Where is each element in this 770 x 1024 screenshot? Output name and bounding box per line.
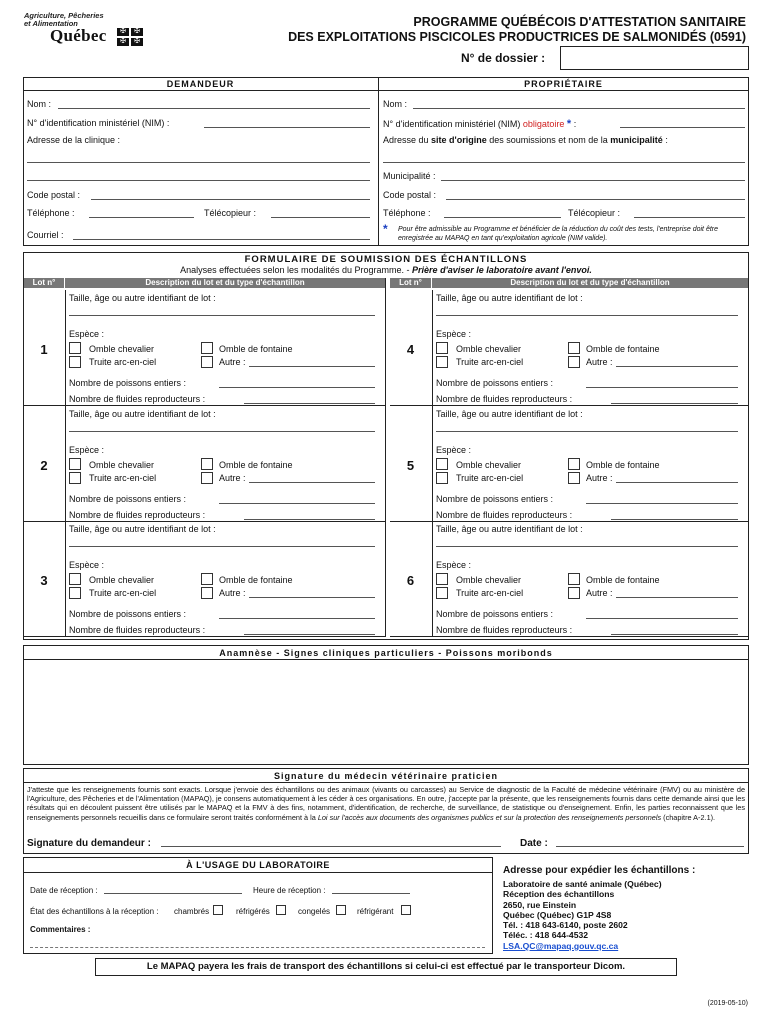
- autre-checkbox[interactable]: [568, 356, 580, 368]
- truite-label: Truite arc-en-ciel: [456, 588, 524, 598]
- demandeur-nim-label: N° d'identification ministériel (NIM) :: [27, 118, 170, 128]
- demandeur-telecopieur-label: Télécopieur :: [204, 208, 257, 218]
- demandeur-nom-field[interactable]: [58, 99, 370, 109]
- lot-number: 1: [40, 342, 48, 357]
- nb-fluides-label: Nombre de fluides reproducteurs :: [436, 510, 573, 520]
- proprietaire-title: PROPRIÉTAIRE: [524, 79, 603, 89]
- adresse-line: Laboratoire de santé animale (Québec): [503, 879, 662, 889]
- autre-field[interactable]: [249, 473, 375, 483]
- omble-fontaine-checkbox[interactable]: [201, 458, 213, 470]
- date-reception-field[interactable]: [104, 884, 242, 894]
- demandeur-nom-label: Nom :: [27, 99, 52, 109]
- subtitle-text: Analyses effectuées selon les modalités du Programme. -: [180, 265, 410, 275]
- omble-chevalier-label: Omble chevalier: [89, 344, 155, 354]
- congeles-checkbox[interactable]: [336, 905, 346, 915]
- anamnese-textarea[interactable]: [25, 661, 747, 763]
- taille-field[interactable]: [69, 422, 375, 432]
- omble-fontaine-label: Omble de fontaine: [219, 460, 293, 470]
- col-desc-left: Description du lot et du type d'échantillon: [65, 278, 385, 288]
- congeles-label: congelés: [298, 907, 331, 916]
- autre-checkbox[interactable]: [201, 472, 213, 484]
- lot-number: 5: [406, 458, 415, 473]
- demandeur-title: DEMANDEUR: [166, 79, 235, 89]
- demandeur-clinique-label: Adresse de la clinique :: [27, 135, 121, 145]
- omble-chevalier-checkbox[interactable]: [436, 342, 448, 354]
- proprietaire-nom-field[interactable]: [413, 99, 745, 109]
- nb-fluides-field[interactable]: [611, 510, 738, 520]
- omble-fontaine-label: Omble de fontaine: [586, 344, 660, 354]
- omble-fontaine-label: Omble de fontaine: [219, 575, 293, 585]
- nb-fluides-field[interactable]: [244, 625, 375, 635]
- logo-ministry-line2: et Alimentation: [24, 19, 78, 28]
- taille-label: Taille, âge ou autre identifiant de lot :: [436, 409, 583, 419]
- adresse-text-b: site d'origine: [431, 135, 487, 145]
- truite-checkbox[interactable]: [436, 472, 448, 484]
- logo-ministry-line1: Agriculture, Pêcheries: [24, 11, 104, 20]
- truite-label: Truite arc-en-ciel: [456, 473, 524, 483]
- nb-fluides-field[interactable]: [244, 394, 375, 404]
- attestation-law-title: Loi sur l'accès aux documents des organismes publics et sur la protection des renseignements personnels: [317, 812, 662, 822]
- proprietaire-nom-label: Nom :: [383, 99, 408, 109]
- proprietaire-adresse-field[interactable]: [383, 153, 745, 163]
- autre-label: Autre :: [219, 588, 246, 598]
- adresse-line: Réception des échantillons: [503, 889, 615, 900]
- refrigerant-label: réfrigérant: [357, 907, 394, 916]
- form-title-line1: PROGRAMME QUÉBÉCOIS D'ATTESTATION SANITAIRE: [413, 15, 746, 29]
- refrigeres-label: réfrigérés: [236, 907, 270, 916]
- truite-label: Truite arc-en-ciel: [456, 357, 524, 367]
- demandeur-telephone-field[interactable]: [89, 208, 194, 218]
- proprietaire-adresse-label: [383, 135, 668, 145]
- truite-checkbox[interactable]: [436, 356, 448, 368]
- truite-checkbox[interactable]: [436, 587, 448, 599]
- date-field[interactable]: [556, 837, 744, 847]
- etat-echantillons-label: État des échantillons à la réception :: [30, 907, 159, 916]
- note-asterisk-icon: *: [383, 222, 388, 236]
- chambres-checkbox[interactable]: [213, 905, 223, 915]
- omble-chevalier-checkbox[interactable]: [69, 573, 81, 585]
- nb-fluides-label: Nombre de fluides reproducteurs :: [69, 625, 206, 635]
- taille-field[interactable]: [436, 537, 738, 547]
- obligatoire-label: obligatoire: [522, 119, 565, 129]
- espece-label: Espèce :: [69, 445, 105, 455]
- lot-number: 4: [406, 342, 415, 357]
- fleur-de-lis-icon: ✠: [117, 28, 129, 36]
- signature-demandeur-field[interactable]: [161, 837, 501, 847]
- adresse-lines: [503, 879, 662, 941]
- mapaq-logo: [24, 12, 154, 46]
- nb-poissons-field[interactable]: [219, 494, 375, 504]
- nb-fluides-field[interactable]: [244, 510, 375, 520]
- autre-label: Autre :: [219, 357, 246, 367]
- fleur-de-lis-icon: ✠: [117, 38, 129, 46]
- nb-fluides-label: Nombre de fluides reproducteurs :: [69, 394, 206, 404]
- commentaires-label: Commentaires :: [30, 925, 91, 934]
- form-version: (2019-05-10): [707, 1000, 748, 1007]
- demandeur-nim-field[interactable]: [204, 118, 370, 128]
- omble-chevalier-checkbox[interactable]: [69, 458, 81, 470]
- subtitle-bold-text: Prière d'aviser le laboratoire avant l'envoi.: [412, 265, 592, 275]
- proprietaire-code-postal-field[interactable]: [446, 190, 745, 200]
- lot-number: 3: [40, 573, 48, 588]
- adresse-line: Québec (Québec) G1P 4S8: [503, 909, 612, 920]
- truite-label: Truite arc-en-ciel: [89, 588, 157, 598]
- taille-field[interactable]: [69, 306, 375, 316]
- dossier-label: N° de dossier :: [461, 51, 546, 65]
- form-title-line2: DES EXPLOITATIONS PISCICOLES PRODUCTRICES DE SALMONIDÉS (0591): [288, 30, 746, 44]
- nb-poissons-field[interactable]: [586, 378, 738, 388]
- demandeur-telephone-label: Téléphone :: [27, 208, 75, 218]
- nb-poissons-field[interactable]: [219, 378, 375, 388]
- nb-poissons-label: Nombre de poissons entiers :: [436, 494, 554, 504]
- nb-poissons-field[interactable]: [219, 609, 375, 619]
- omble-fontaine-checkbox[interactable]: [568, 342, 580, 354]
- truite-label: Truite arc-en-ciel: [89, 357, 157, 367]
- autre-checkbox[interactable]: [568, 587, 580, 599]
- espece-label: Espèce :: [69, 560, 105, 570]
- attestation-text-1: J'atteste que les renseignements fournis sont exacts. Lorsque j'envoie des échantillons ou des animaux (vivants ou carcasses) au Service de diagnostic de la Faculté de médecine vétérinaire (FMV) ou au ministère de l'Agriculture, des Pêcheries et de l'Alimentation (MAPAQ), je consens automatiquement à les céder à ces organisations. En outre, j'accepte par la présente, que les renseignements fournis dans cette demande ainsi que les résultats qui en découlent puissent être utilisés par le MAPAQ et la FMV à des fins, notamment, d'identification, de recherche, de surveillance, de statistique ou d'enseignement. Enfin, les parties reconnaissent que les renseignements personnels recueillis dans ce formulaire seront traités conformément à la: [27, 785, 745, 822]
- form-title: [186, 15, 746, 45]
- nb-fluides-label: Nombre de fluides reproducteurs :: [436, 394, 573, 404]
- omble-chevalier-label: Omble chevalier: [89, 575, 155, 585]
- omble-chevalier-label: Omble chevalier: [456, 460, 522, 470]
- autre-field[interactable]: [616, 588, 738, 598]
- espece-label: Espèce :: [436, 329, 472, 339]
- omble-chevalier-checkbox[interactable]: [436, 573, 448, 585]
- chambres-label: chambrés: [174, 907, 210, 916]
- truite-checkbox[interactable]: [69, 472, 81, 484]
- formulaire-title: FORMULAIRE DE SOUMISSION DES ÉCHANTILLONS: [244, 254, 528, 265]
- adresse-line: Téléc. : 418 644-4532: [503, 930, 589, 941]
- proprietaire-telecopieur-label: Télécopieur :: [568, 208, 621, 218]
- transport-notice: [95, 958, 677, 976]
- espece-label: Espèce :: [436, 445, 472, 455]
- omble-fontaine-checkbox[interactable]: [568, 458, 580, 470]
- nb-poissons-label: Nombre de poissons entiers :: [69, 378, 187, 388]
- heure-reception-label: Heure de réception :: [253, 886, 326, 895]
- signature-title: Signature du médecin vétérinaire praticien: [273, 771, 499, 781]
- taille-field[interactable]: [436, 422, 738, 432]
- adresse-line: Tél. : 418 643-6140, poste 2602: [503, 920, 628, 931]
- autre-field[interactable]: [616, 357, 738, 367]
- nb-poissons-label: Nombre de poissons entiers :: [436, 609, 554, 619]
- omble-chevalier-checkbox[interactable]: [69, 342, 81, 354]
- omble-chevalier-checkbox[interactable]: [436, 458, 448, 470]
- autre-label: Autre :: [586, 357, 613, 367]
- proprietaire-nim-text: N° d'identification ministériel (NIM): [383, 119, 521, 129]
- nb-fluides-label: Nombre de fluides reproducteurs :: [69, 510, 206, 520]
- lot-number: 6: [406, 573, 415, 588]
- nb-fluides-field[interactable]: [611, 394, 738, 404]
- proprietaire-municipalite-field[interactable]: [441, 171, 745, 181]
- nb-fluides-label: Nombre de fluides reproducteurs :: [436, 625, 573, 635]
- heure-reception-field[interactable]: [332, 884, 410, 894]
- nb-poissons-field[interactable]: [586, 494, 738, 504]
- omble-chevalier-label: Omble chevalier: [456, 344, 522, 354]
- proprietaire-municipalite-label: Municipalité :: [383, 171, 436, 181]
- col-lot-left: Lot n°: [24, 278, 64, 288]
- attestation-text-2: (chapitre A-2.1).: [663, 812, 716, 822]
- signature-attestation-text: [27, 785, 745, 822]
- adresse-line: 2650, rue Einstein: [503, 899, 577, 910]
- taille-field[interactable]: [436, 306, 738, 316]
- demandeur-code-postal-label: Code postal :: [27, 190, 81, 200]
- nb-poissons-label: Nombre de poissons entiers :: [69, 609, 187, 619]
- laboratoire-title: À L'USAGE DU LABORATOIRE: [186, 860, 330, 870]
- omble-fontaine-label: Omble de fontaine: [586, 575, 660, 585]
- taille-field[interactable]: [69, 537, 375, 547]
- autre-field[interactable]: [249, 357, 375, 367]
- date-label: Date :: [520, 838, 548, 849]
- omble-fontaine-checkbox[interactable]: [201, 573, 213, 585]
- autre-label: Autre :: [219, 473, 246, 483]
- autre-field[interactable]: [616, 473, 738, 483]
- lot-number: 2: [40, 458, 48, 473]
- nb-poissons-label: Nombre de poissons entiers :: [69, 494, 187, 504]
- nb-fluides-field[interactable]: [611, 625, 738, 635]
- proprietaire-code-postal-label: Code postal :: [383, 190, 437, 200]
- taille-label: Taille, âge ou autre identifiant de lot :: [436, 293, 583, 303]
- col-desc-right: Description du lot et du type d'échantillon: [432, 278, 748, 288]
- truite-label: Truite arc-en-ciel: [89, 473, 157, 483]
- adresse-text-e: :: [665, 135, 668, 145]
- nim-eligibility-note: Pour être admissible au Programme et bénéficier de la réduction du coût des tests, l'entreprise doit être enregistrée au MAPAQ en tant qu'exploitation agricole (NIM valide).: [398, 226, 719, 242]
- omble-fontaine-label: Omble de fontaine: [219, 344, 293, 354]
- omble-fontaine-checkbox[interactable]: [568, 573, 580, 585]
- truite-checkbox[interactable]: [69, 356, 81, 368]
- fleurdelise-flag-icon: [117, 28, 143, 46]
- refrigerant-checkbox[interactable]: [401, 905, 411, 915]
- autre-field[interactable]: [249, 588, 375, 598]
- proprietaire-telecopieur-field[interactable]: [634, 208, 745, 218]
- proprietaire-nim-label: N° d'identification ministériel (NIM) obligatoire * :: [383, 118, 577, 130]
- refrigeres-checkbox[interactable]: [276, 905, 286, 915]
- fleur-de-lis-icon: ✠: [131, 28, 143, 36]
- autre-checkbox[interactable]: [201, 587, 213, 599]
- transport-notice-text: Le MAPAQ payera les frais de transport des échantillons si celui-ci est effectué par le transporteur Dicom.: [146, 961, 626, 972]
- proprietaire-telephone-label: Téléphone :: [383, 208, 431, 218]
- demandeur-clinique-field-1[interactable]: [27, 153, 370, 163]
- espece-label: Espèce :: [436, 560, 472, 570]
- omble-chevalier-label: Omble chevalier: [456, 575, 522, 585]
- date-reception-label: Date de réception :: [30, 886, 98, 895]
- omble-fontaine-label: Omble de fontaine: [586, 460, 660, 470]
- adresse-text-c: des soumissions et nom de la: [489, 135, 608, 145]
- taille-label: Taille, âge ou autre identifiant de lot :: [69, 409, 216, 419]
- formulaire-subtitle: [23, 265, 749, 275]
- demandeur-clinique-field-2[interactable]: [27, 171, 370, 181]
- autre-label: Autre :: [586, 473, 613, 483]
- adresse-text-a: Adresse du: [383, 135, 429, 145]
- anamnese-title: Anamnèse - Signes cliniques particuliers - Poissons moribonds: [219, 648, 553, 658]
- demandeur-courriel-field[interactable]: [73, 230, 370, 240]
- demandeur-courriel-label: Courriel :: [27, 230, 64, 240]
- proprietaire-telephone-field[interactable]: [444, 208, 561, 218]
- taille-label: Taille, âge ou autre identifiant de lot :: [69, 293, 216, 303]
- autre-checkbox[interactable]: [568, 472, 580, 484]
- espece-label: Espèce :: [69, 329, 105, 339]
- omble-chevalier-label: Omble chevalier: [89, 460, 155, 470]
- col-lot-right: Lot n°: [390, 278, 431, 288]
- nb-poissons-field[interactable]: [586, 609, 738, 619]
- nb-poissons-label: Nombre de poissons entiers :: [436, 378, 554, 388]
- taille-label: Taille, âge ou autre identifiant de lot :: [69, 524, 216, 534]
- commentaires-field[interactable]: [30, 936, 485, 948]
- dossier-number-field[interactable]: [560, 46, 749, 70]
- adresse-title: Adresse pour expédier les échantillons :: [503, 865, 696, 876]
- demandeur-code-postal-field[interactable]: [91, 190, 370, 200]
- demandeur-telecopieur-field[interactable]: [271, 208, 370, 218]
- autre-checkbox[interactable]: [201, 356, 213, 368]
- signature-demandeur-label: Signature du demandeur :: [27, 838, 151, 849]
- required-asterisk-icon: *: [566, 118, 572, 130]
- adresse-text-d: municipalité: [610, 135, 663, 145]
- truite-checkbox[interactable]: [69, 587, 81, 599]
- proprietaire-nim-field[interactable]: [620, 118, 745, 128]
- autre-label: Autre :: [586, 588, 613, 598]
- logo-quebec: Québec: [50, 26, 107, 45]
- omble-fontaine-checkbox[interactable]: [201, 342, 213, 354]
- taille-label: Taille, âge ou autre identifiant de lot :: [436, 524, 583, 534]
- lsa-email-link[interactable]: LSA.QC@mapaq.gouv.qc.ca: [503, 941, 619, 951]
- fleur-de-lis-icon: ✠: [131, 38, 143, 46]
